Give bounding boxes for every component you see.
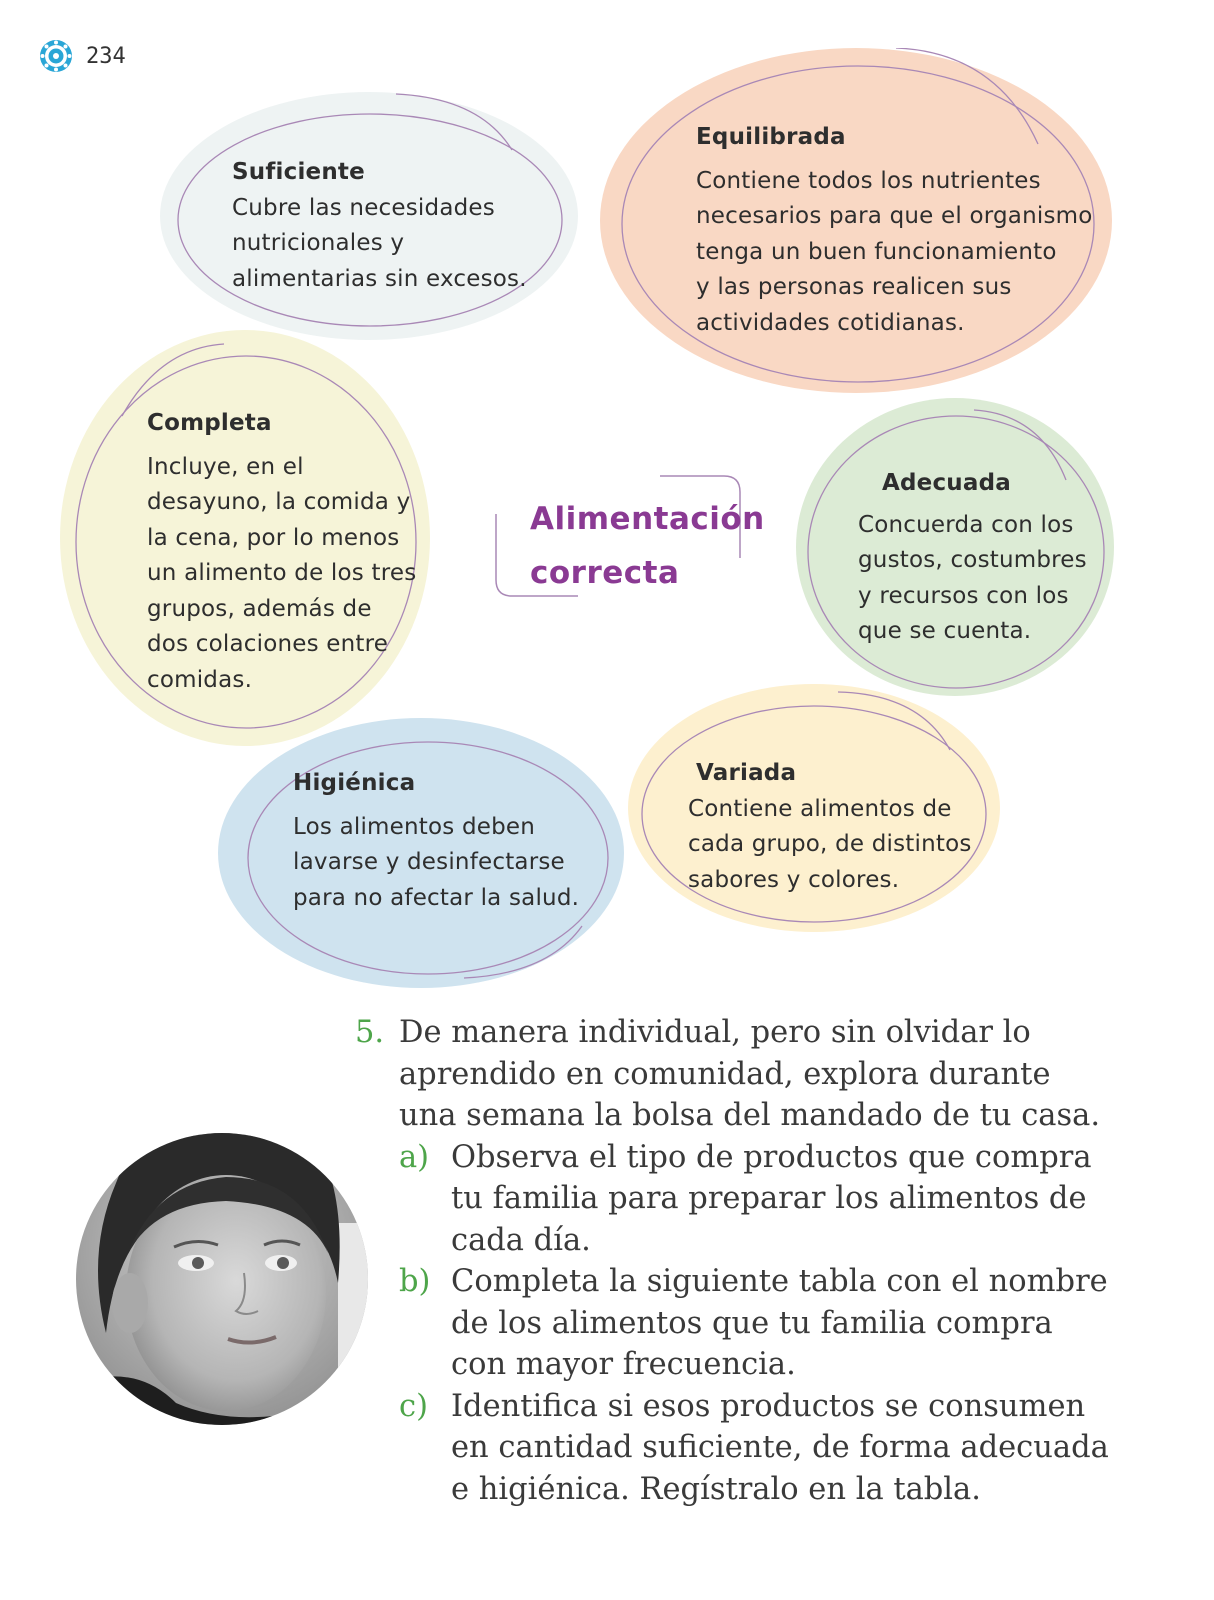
activity-item — [355, 1012, 1115, 1137]
bubble-title-higienica: Higiénica — [293, 770, 416, 796]
bubble-line: dos colaciones entre — [147, 631, 389, 657]
center-title — [530, 492, 765, 600]
subitem-line: con mayor frecuencia. — [451, 1347, 796, 1382]
girl-portrait-photo — [76, 1133, 368, 1425]
bubble-line: la cena, por lo menos — [147, 524, 400, 551]
bubble-text-higienica — [293, 766, 593, 916]
bubble-line: Cubre las necesidades — [232, 194, 495, 221]
bubble-line: Contiene todos los nutrientes — [696, 167, 1041, 194]
bubble-line: necesarios para que el organismo — [696, 203, 1093, 229]
bubble-title-suficiente: Suficiente — [232, 159, 365, 185]
bubble-text-variada — [688, 756, 988, 898]
subitem-line: Observa el tipo de productos que compra — [451, 1139, 1092, 1175]
subitem-line: tu familia para preparar los alimentos de — [451, 1181, 1087, 1216]
sun-emblem-icon — [38, 38, 74, 74]
bubble-line: Los alimentos deben — [293, 813, 536, 840]
subitem-line: en cantidad suficiente, de forma adecuada — [451, 1430, 1109, 1465]
bubble-text-adecuada — [858, 466, 1098, 650]
subitem-letter: c) — [399, 1388, 428, 1424]
bubble-line: desayuno, la comida y — [147, 489, 411, 515]
bubble-line: para no afectar la salud. — [293, 884, 580, 911]
activity — [355, 1012, 1115, 1510]
bubble-line: Concuerda con los — [858, 511, 1074, 538]
bubble-title-equilibrada: Equilibrada — [696, 124, 846, 150]
activity-subitem-a — [355, 1137, 1115, 1262]
bubble-line: lavarse y desinfectarse — [293, 849, 565, 875]
bubble-line: cada grupo, de distintos — [688, 831, 972, 857]
activity-number: 5. — [355, 1015, 385, 1050]
subitem-line: Identifica si esos productos se consumen — [451, 1388, 1086, 1424]
bubble-line: tenga un buen funcionamiento — [696, 238, 1057, 265]
subitem-line: cada día. — [451, 1222, 591, 1258]
bubble-text-suficiente — [232, 155, 562, 297]
bubble-text-equilibrada — [696, 120, 1096, 341]
subitem-line: Completa la siguiente tabla con el nombre — [451, 1264, 1108, 1299]
subitem-line: e higiénica. Regístralo en la tabla. — [451, 1471, 981, 1507]
bubble-line: Contiene alimentos de — [688, 795, 952, 822]
activity-intro-line: aprendido en comunidad, explora durante — [399, 1056, 1051, 1092]
bubble-line: que se cuenta. — [858, 618, 1032, 644]
bubble-title-variada: Variada — [696, 760, 797, 786]
bubble-line: actividades cotidianas. — [696, 309, 965, 336]
center-title-line1: Alimentación — [530, 501, 765, 537]
bubble-line: grupos, además de — [147, 595, 372, 622]
bubble-line: y las personas realicen sus — [696, 274, 1012, 300]
bubble-line: y recursos con los — [858, 582, 1069, 609]
page-header — [38, 38, 126, 74]
bubble-line: Incluye, en el — [147, 453, 304, 480]
bubble-line: alimentarias sin excesos. — [232, 265, 527, 292]
activity-subitem-b — [355, 1261, 1115, 1386]
activity-subitem-c — [355, 1386, 1115, 1511]
bubble-title-completa: Completa — [147, 410, 272, 436]
subitem-letter: a) — [399, 1139, 430, 1175]
subitem-letter: b) — [399, 1264, 431, 1299]
activity-intro-line: De manera individual, pero sin olvidar lo — [399, 1015, 1031, 1050]
bubble-title-adecuada: Adecuada — [882, 470, 1011, 496]
bubble-line: un alimento de los tres — [147, 560, 417, 586]
center-title-line2: correcta — [530, 555, 680, 591]
subitem-line: de los alimentos que tu familia compra — [451, 1305, 1053, 1341]
bubble-text-completa — [147, 406, 422, 698]
bubble-line: gustos, costumbres — [858, 547, 1087, 573]
page-number: 234 — [86, 43, 126, 69]
bubble-line: nutricionales y — [232, 230, 405, 256]
bubble-line: comidas. — [147, 666, 253, 693]
bubble-line: sabores y colores. — [688, 866, 900, 893]
activity-intro-line: una semana la bolsa del mandado de tu casa. — [399, 1098, 1101, 1133]
